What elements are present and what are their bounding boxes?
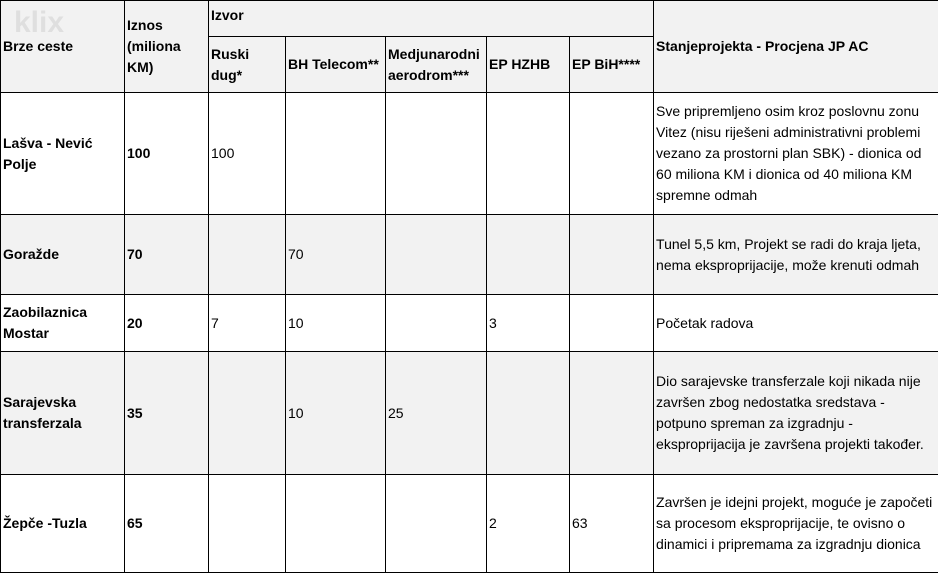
road-amount: 20 [125, 295, 209, 352]
source-value [570, 352, 654, 475]
source-value: 7 [209, 295, 286, 352]
source-value [487, 352, 570, 475]
project-status: Tunel 5,5 km, Projekt se radi do kraja ljeta, nema eksproprijacije, može krenuti odmah [654, 215, 938, 295]
source-value [209, 352, 286, 475]
header-amount: Iznos (miliona KM) [125, 1, 209, 93]
source-value: 63 [570, 475, 654, 573]
road-name: Žepče -Tuzla [1, 475, 125, 573]
source-value [570, 215, 654, 295]
header-status: Stanjeprojekta - Procjena JP AC [654, 1, 938, 93]
road-name: Sarajevska transferzala [1, 352, 125, 475]
source-value: 2 [487, 475, 570, 573]
project-status: Dio sarajevske transferzale koji nikada nije završen zbog nedostatka sredstava - potpuno spreman za izgradnju - eksproprijacija je završena projekti također. [654, 352, 938, 475]
header-source-aerodrom: Medjunarodni aerodrom*** [386, 37, 487, 93]
source-value [386, 475, 487, 573]
road-amount: 35 [125, 352, 209, 475]
table-row [1, 475, 938, 573]
road-amount: 65 [125, 475, 209, 573]
source-value [286, 475, 386, 573]
source-value [209, 215, 286, 295]
table-row [1, 93, 938, 215]
road-name: Goražde [1, 215, 125, 295]
source-value [386, 93, 487, 215]
source-value [386, 215, 487, 295]
source-value [209, 475, 286, 573]
source-value [570, 93, 654, 215]
source-value: 10 [286, 352, 386, 475]
road-name: Lašva - Nević Polje [1, 93, 125, 215]
source-value: 10 [286, 295, 386, 352]
header-source-ep-bih: EP BiH**** [570, 37, 654, 93]
source-value [386, 295, 487, 352]
source-value: 100 [209, 93, 286, 215]
header-source-ruski-dug: Ruski dug* [209, 37, 286, 93]
source-value: 25 [386, 352, 487, 475]
road-amount: 70 [125, 215, 209, 295]
header-source-ep-hzhb: EP HZHB [487, 37, 570, 93]
project-status: Sve pripremljeno osim kroz poslovnu zonu Vitez (nisu riješeni administrativni problemi vezano za prostorni plan SBK) - dionica od 60 miliona KM i dionica od 40 miliona KM spremne odmah [654, 93, 938, 215]
header-source-bh-telecom: BH Telecom** [286, 37, 386, 93]
source-value [286, 93, 386, 215]
table-row [1, 295, 938, 352]
source-value [487, 215, 570, 295]
header-source: Izvor [209, 1, 654, 37]
source-value [570, 295, 654, 352]
road-amount: 100 [125, 93, 209, 215]
source-value: 3 [487, 295, 570, 352]
table-row [1, 352, 938, 475]
project-status: Početak radova [654, 295, 938, 352]
header-road: Brze ceste [1, 1, 125, 93]
table-row [1, 215, 938, 295]
source-value [487, 93, 570, 215]
project-status: Završen je idejni projekt, moguće je započeti sa procesom eksproprijacije, te ovisno o dinamici i pripremama za izgradnju dionica [654, 475, 938, 573]
road-name: Zaobilaznica Mostar [1, 295, 125, 352]
source-value: 70 [286, 215, 386, 295]
